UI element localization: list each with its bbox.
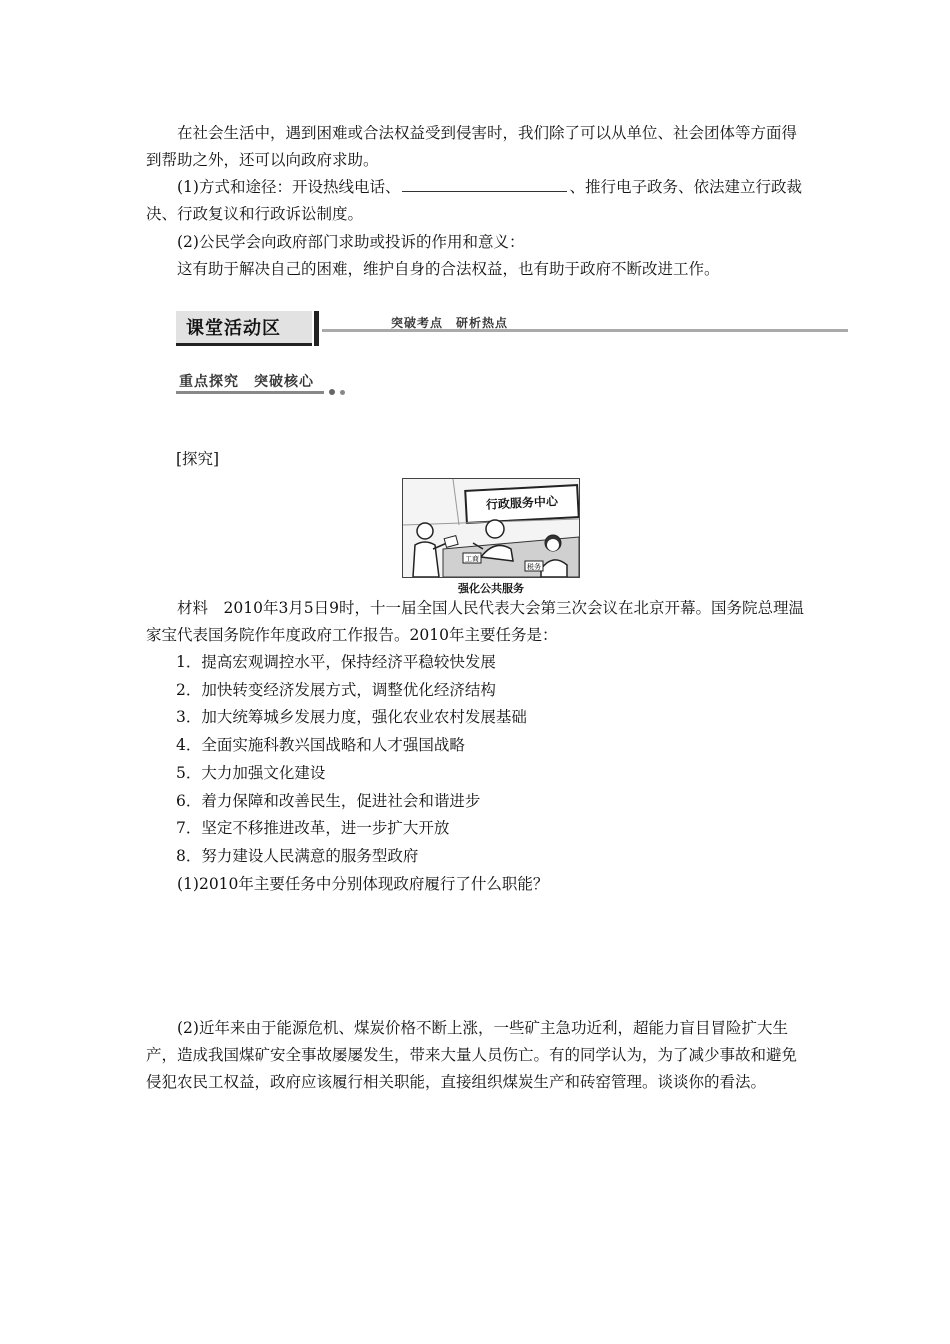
task-list-item: 4．全面实施科教兴国战略和人才强国战略 — [176, 736, 465, 755]
dot-decoration — [329, 389, 335, 395]
banner-box — [176, 311, 312, 346]
sub-heading — [176, 370, 546, 398]
figure-caption: 强化公共服务 — [458, 582, 524, 595]
explore-label: [探究] — [176, 450, 220, 468]
methods-text-after: 、推行电子政务、依法建立行政裁决、行政复议和行政诉讼制度。 — [146, 178, 802, 223]
task-list-item: 1．提高宏观调控水平，保持经济平稳较快发展 — [176, 653, 496, 671]
question-1: (1)2010年主要任务中分别体现政府履行了什么职能？ — [177, 875, 549, 893]
banner-title: 课堂活动区 — [186, 318, 281, 339]
dot-decoration — [340, 390, 345, 395]
desk-label-1: 工商 — [465, 555, 479, 563]
task-list-item: 5．大力加强文化建设 — [176, 763, 326, 782]
intro-paragraph: 在社会生活中，遇到困难或合法权益受到侵害时，我们除了可以从单位、社会团体等方面得到帮助之外，还可以向政府求助。 — [146, 124, 798, 169]
desk-label-2: 税务 — [527, 563, 541, 571]
methods-text-before: (1)方式和途径：开设热线电话、 — [177, 178, 401, 196]
fill-blank[interactable] — [402, 177, 567, 192]
material-paragraph: 材料 2010年3月5日9时，十一届全国人民代表大会第三次会议在北京开幕。国务院总理温家宝代表国务院作年度政府工作报告。2010年主要任务是： — [146, 599, 805, 644]
cartoon-drawing — [403, 479, 579, 577]
cartoon-illustration — [402, 478, 580, 578]
question-2: (2)近年来由于能源危机、煤炭价格不断上涨，一些矿主急功近利，超能力盲目冒险扩大生产，造成我国煤矿安全事故屡屡发生，带来大量人员伤亡。有的同学认为，为了减少事故和避免侵犯农民工权益，政府应该履行相关职能，直接组织煤炭生产和砖窑管理。谈谈你的看法。 — [146, 1019, 798, 1091]
significance-text: 这有助于解决自己的困难，维护自身的合法权益，也有助于政府不断改进工作。 — [177, 260, 720, 278]
task-list-item: 7．坚定不移推进改革，进一步扩大开放 — [176, 819, 450, 838]
task-list-item: 8．努力建设人民满意的服务型政府 — [176, 846, 419, 865]
sub-heading-text: 重点探究 突破核心 — [179, 374, 314, 390]
sub-heading-rule — [176, 391, 324, 394]
service-center-sign: 行政服务中心 — [464, 484, 580, 524]
significance-heading: (2)公民学会向政府部门求助或投诉的作用和意义： — [177, 233, 525, 251]
banner-divider — [314, 311, 319, 346]
task-list-item: 2．加快转变经济发展方式，调整优化经济结构 — [176, 680, 496, 699]
banner-subtitle: 突破考点 研析热点 — [391, 316, 509, 330]
task-list-item: 3．加大统筹城乡发展力度，强化农业农村发展基础 — [176, 708, 527, 727]
section-banner — [176, 311, 848, 347]
task-list-item: 6．着力保障和改善民生，促进社会和谐进步 — [176, 791, 481, 810]
methods-paragraph — [146, 174, 812, 228]
